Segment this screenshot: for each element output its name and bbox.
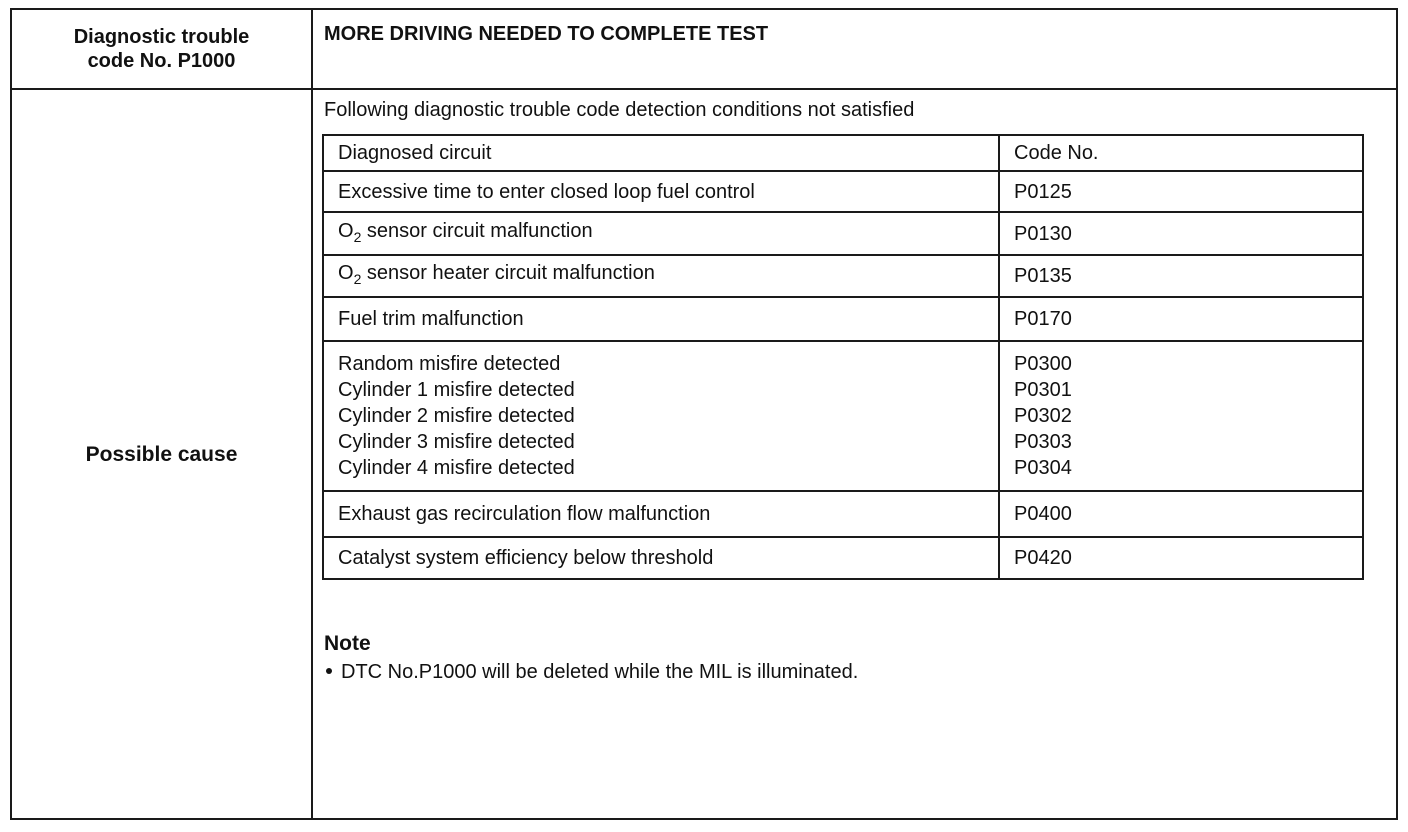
code-text: P0300 <box>1014 353 1072 375</box>
header-circuit: Diagnosed circuit <box>323 135 999 171</box>
code-text: P0130 <box>1014 222 1072 245</box>
diagnosed-circuit-table <box>322 134 1364 580</box>
circuit-text: Random misfire detected <box>338 353 561 375</box>
code-text: P0400 <box>1014 503 1072 525</box>
note-item <box>324 659 858 685</box>
table-row <box>323 537 1363 579</box>
circuit-cell <box>323 341 999 491</box>
code-text: P0302 <box>1014 405 1072 427</box>
circuit-cell <box>323 491 999 537</box>
code-cell <box>999 297 1363 341</box>
column-divider <box>311 10 313 818</box>
page-title: MORE DRIVING NEEDED TO COMPLETE TEST <box>324 23 769 45</box>
circuit-text: Fuel trim malfunction <box>338 308 524 330</box>
code-cell <box>999 491 1363 537</box>
circuit-text: $O_2$ sensor heater circuit malfunction <box>338 262 655 287</box>
table-header-row <box>323 135 1363 171</box>
circuit-text: Excessive time to enter closed loop fuel control <box>338 180 755 203</box>
header-code: Code No. <box>999 135 1363 171</box>
circuit-cell <box>323 537 999 579</box>
table-row <box>323 341 1363 491</box>
code-text: P0304 <box>1014 457 1072 479</box>
table-row <box>323 491 1363 537</box>
table-row <box>323 255 1363 297</box>
circuit-text: Cylinder 2 misfire detected <box>338 405 575 427</box>
code-cell <box>999 255 1363 297</box>
circuit-text: Cylinder 3 misfire detected <box>338 431 575 453</box>
note-title: Note <box>324 632 371 655</box>
circuit-text: Catalyst system efficiency below threshold <box>338 547 714 569</box>
circuit-text: $O_2$ sensor circuit malfunction <box>338 219 593 245</box>
cause-intro: Following diagnostic trouble code detection conditions not satisfied <box>324 99 915 121</box>
bullet-icon <box>326 668 332 674</box>
code-text: P0135 <box>1014 265 1072 287</box>
circuit-cell <box>323 297 999 341</box>
table-row <box>323 212 1363 255</box>
circuit-text: Cylinder 1 misfire detected <box>338 379 575 401</box>
circuit-text: Exhaust gas recirculation flow malfunction <box>338 503 711 525</box>
code-label-cell <box>12 10 311 88</box>
possible-cause-label: Possible cause <box>85 443 238 466</box>
circuit-cell <box>323 255 999 297</box>
note-text: DTC No.P1000 will be deleted while the MIL is illuminated. <box>341 661 859 683</box>
code-cell <box>999 537 1363 579</box>
code-text: P0303 <box>1014 431 1072 453</box>
circuit-cell <box>323 171 999 212</box>
code-text: P0125 <box>1014 180 1072 203</box>
code-cell <box>999 171 1363 212</box>
code-text: P0170 <box>1014 308 1072 330</box>
table-row <box>323 297 1363 341</box>
code-text: P0420 <box>1014 547 1072 569</box>
code-label: Diagnostic trouble code No. P1000 <box>73 26 250 72</box>
code-text: P0301 <box>1014 379 1072 401</box>
circuit-cell <box>323 212 999 255</box>
table-row <box>323 171 1363 212</box>
circuit-text: Cylinder 4 misfire detected <box>338 457 575 479</box>
code-cell <box>999 341 1363 491</box>
code-cell <box>999 212 1363 255</box>
